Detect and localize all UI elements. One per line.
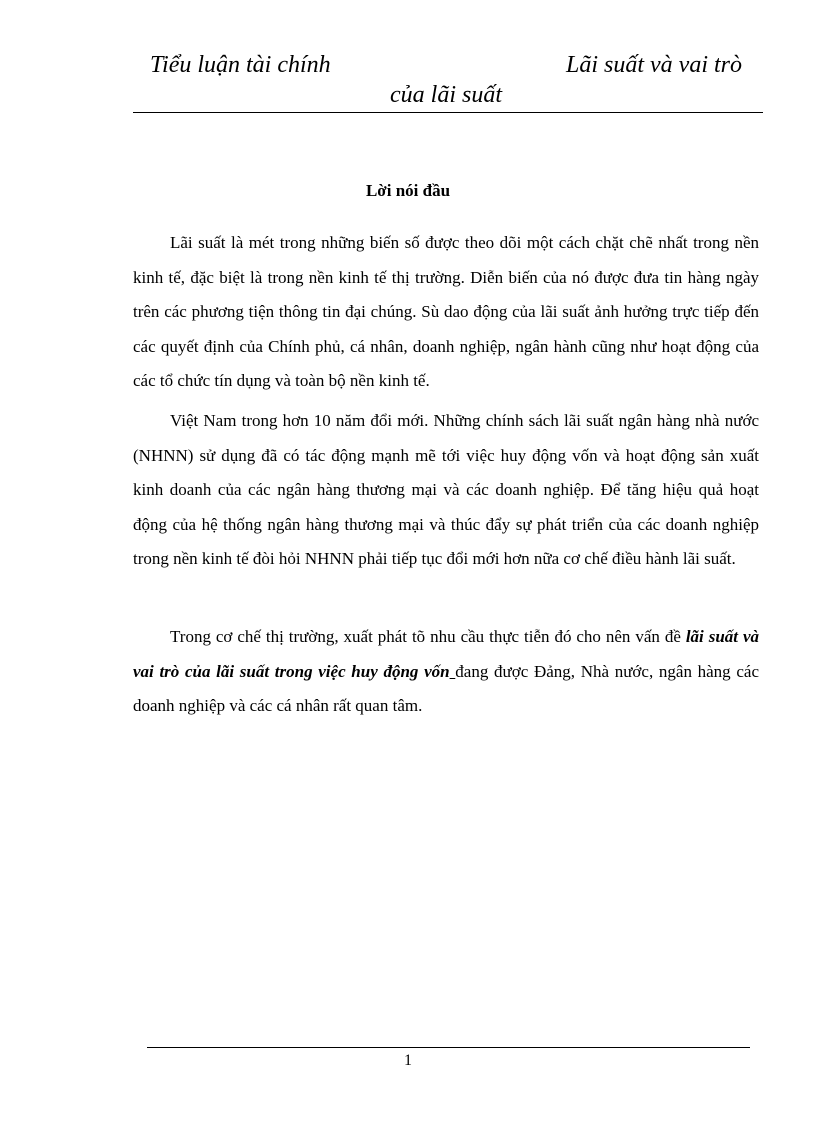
header-topic: Lãi suất và vai trò xyxy=(566,52,743,78)
paragraph-topic xyxy=(133,620,759,724)
paragraph-intro: Lãi suất là mét trong những biến số được theo dõi một cách chặt chẽ nhất trong nền kinh tế, đặc biệt là trong nền kinh tế thị trường. Diễn biến của nó được đưa tin hàng ngày trên các phương tiện thông tin đại chúng. Sù dao động của lãi suất ảnh hưởng trực tiếp đến các quyết định của Chính phủ, cá nhân, doanh nghiệp, ngân hành cũng như hoạt động của các tổ chức tín dụng và toàn bộ nền kinh tế. xyxy=(133,233,759,390)
header-subject: Tiểu luận tài chính xyxy=(150,52,331,78)
topic-emphasis: lãi suất và vai trò của lãi suất trong việc huy động vốn xyxy=(133,627,759,681)
paragraph-topic-lead: Trong cơ chế thị trường, xuất phát tõ nhu cầu thực tiễn đó cho nên vấn đề xyxy=(170,627,686,646)
paragraph-topic-tail: đang được Đảng, Nhà nước, ngân hàng các doanh nghiệp và các cá nhân rất quan tâm. xyxy=(133,661,759,715)
header-topic-continued: của lãi suất xyxy=(390,82,502,108)
page-title: Lời nói đầu xyxy=(365,181,451,200)
paragraph-context: Việt Nam trong hơn 10 năm đổi mới. Những chính sách lãi suất ngân hàng nhà nước (NHNN) sử dụng đã có tác động mạnh mẽ tới việc huy động vốn và hoạt động sản xuất kinh doanh của các ngân hàng thương mại và các doanh nghiệp. Để tăng hiệu quả hoạt động của hệ thống ngân hàng thương mại và thúc đẩy sự phát triển của các doanh nghiệp trong nền kinh tế đòi hỏi NHNN phải tiếp tục đổi mới hơn nữa cơ chế điều hành lãi suất. xyxy=(133,411,759,568)
footer-divider xyxy=(147,1047,750,1048)
page-number: 1 xyxy=(404,1052,412,1069)
header-divider xyxy=(133,112,763,113)
